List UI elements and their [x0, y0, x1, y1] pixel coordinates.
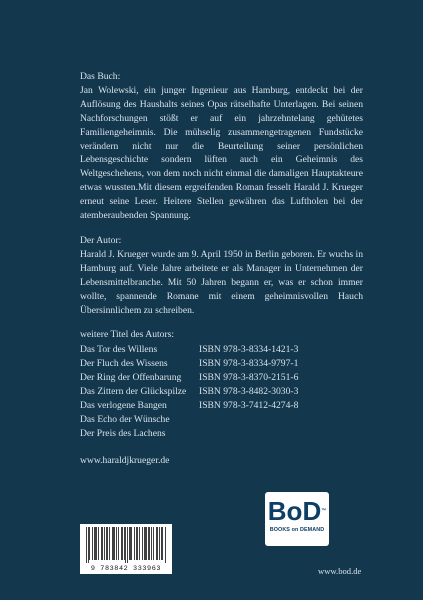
title-row — [80, 371, 363, 385]
author-bio: Harald J. Krueger wurde am 9. April 1950 in Berlin geboren. Er wuchs in Hamburg auf. Viele Jahre arbeitete er als Manager in Unternehmen der Lebensmittelbranche. Mit 50 Jahren begann er, was er schon immer wollte, spannende Romane mit einem geheimnisvollen Hauch Übersinnlichem zu schreiben. — [80, 248, 363, 316]
title-row — [80, 413, 363, 427]
author-website-link[interactable]: www.haraldjkrueger.de — [80, 454, 170, 466]
bod-tagline: BOOKS on DEMAND — [269, 527, 325, 533]
publisher-website-link[interactable]: www.bod.de — [318, 566, 362, 576]
trademark-icon: ™ — [321, 508, 327, 514]
book-heading: Das Buch: — [80, 71, 121, 82]
title-name: Der Ring der Offenbarung — [80, 372, 182, 384]
title-isbn: ISBN 978-3-8334-9797-1 — [199, 358, 299, 370]
title-isbn: ISBN 978-3-8482-3030-3 — [199, 386, 299, 398]
bod-logo — [265, 492, 329, 546]
title-name: Das Echo der Wünsche — [80, 413, 170, 425]
title-name: Das Zittern der Glückspilze — [80, 386, 187, 398]
title-isbn: ISBN 978-3-8370-2151-6 — [199, 372, 299, 384]
cover-text-block — [80, 70, 363, 468]
other-titles-list — [80, 343, 363, 440]
title-row — [80, 427, 363, 441]
title-isbn: ISBN 978-3-7412-4274-8 — [199, 399, 299, 411]
bod-logo-text: BoD — [267, 496, 322, 526]
title-row — [80, 357, 363, 371]
barcode-digits: 9 783842 333963 — [90, 565, 162, 573]
title-row — [80, 399, 363, 413]
title-name: Das Tor des Willens — [80, 344, 158, 356]
title-isbn — [199, 413, 363, 427]
title-name: Der Fluch des Wissens — [80, 358, 168, 370]
title-row — [80, 343, 363, 357]
book-description: Jan Wolewski, ein junger Ingenieur aus Hamburg, entdeckt bei der Auflösung des Haushalts seines Opas rätselhafte Unterlagen. Bei seinen Nachforschungen stößt er auf ein jahrzehntelang gehütetes Familiengeheimnis. Die mühselig zusammengetragenen Fundstücke verändern nicht nur die Beurteilung seiner persönlichen Lebensgeschichte sondern lüften auch ein Geheimnis des Weltgeschehens, von dem noch nicht einmal die damaligen Hauptakteure etwas wussten.Mit diesem ergreifenden Roman fesselt Harald J. Krueger erneut seine Leser. Heitere Stellen gewähren das Luftholen bei der atemberaubenden Spannung. — [80, 84, 363, 222]
title-name: Der Preis des Lachens — [80, 427, 166, 439]
title-name: Das verlogene Bangen — [80, 399, 167, 411]
author-heading: Der Autor: — [80, 234, 122, 246]
title-isbn — [199, 427, 363, 441]
title-isbn: ISBN 978-3-8334-1421-3 — [199, 344, 299, 356]
title-row — [80, 385, 363, 399]
barcode-bars-icon — [86, 527, 166, 563]
isbn-barcode — [80, 524, 172, 574]
other-titles-heading: weitere Titel des Autors: — [80, 329, 175, 341]
